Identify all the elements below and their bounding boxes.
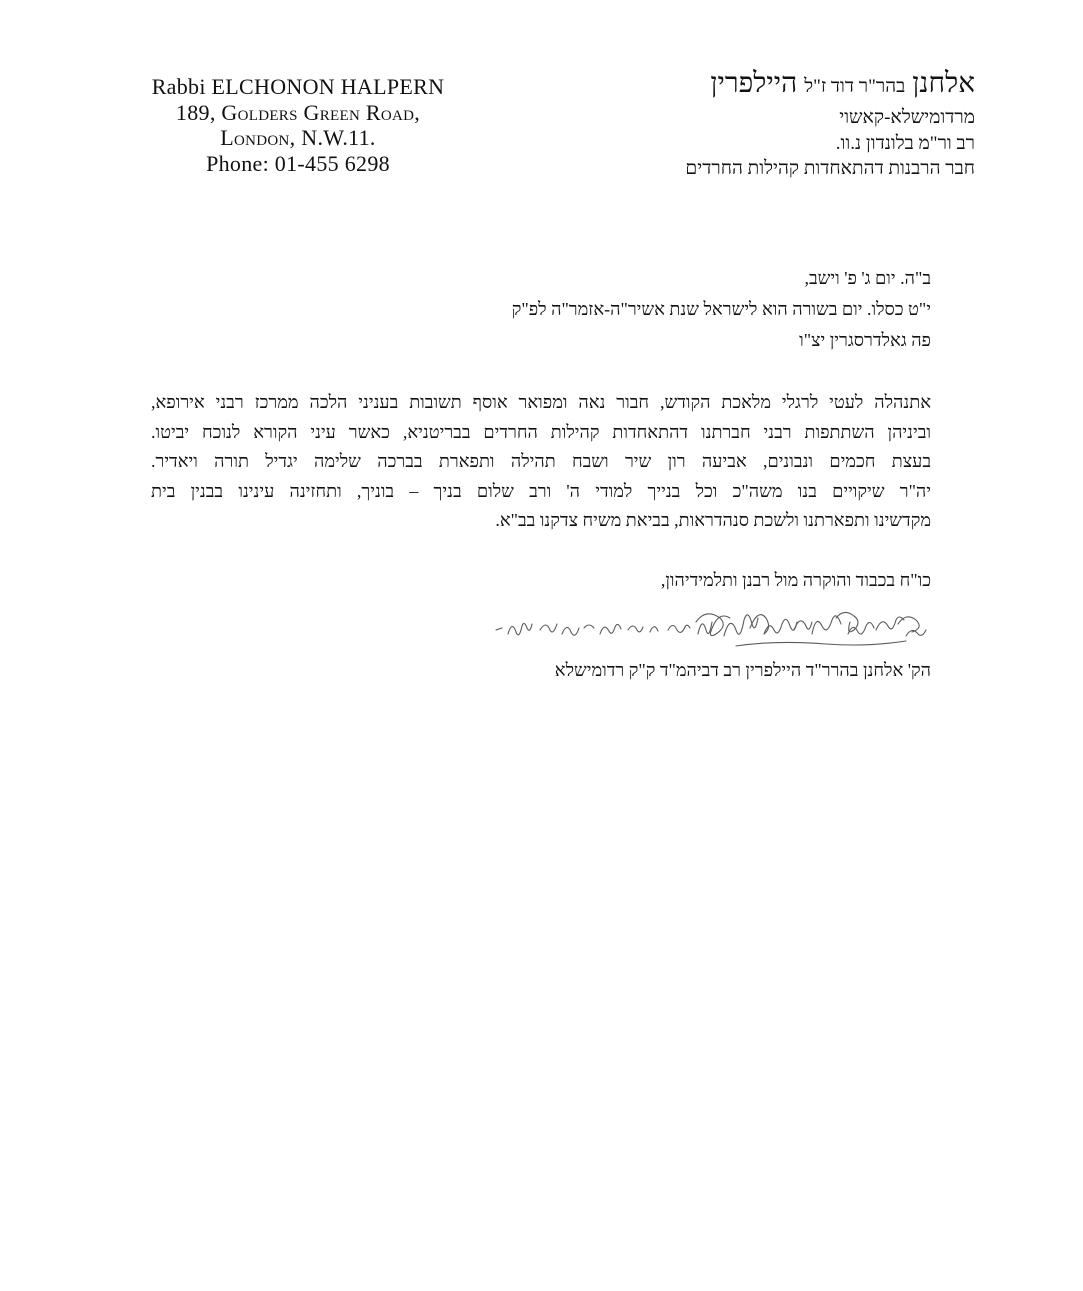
english-address-city: London, N.W.11. — [220, 125, 376, 150]
hebrew-origin-line: מרדומישלא-קאשוי — [839, 107, 975, 128]
handwritten-signature — [488, 600, 938, 652]
letter-place-line: פה גאלדרסגרין יצ"ו — [799, 330, 931, 350]
letter-body-line: וביניהן השתתפות רבני חברתנו דהתאחדות קהילות החרדים בבריטניא, כאשר עיני הקורא לנוכח יביטו. — [151, 421, 931, 442]
hebrew-patronymic: בהר"ר דוד ז"ל — [804, 76, 906, 97]
letter-closing: כו"ח בכבוד והוקרה מול רבנן ותלמידיהון, — [660, 570, 931, 590]
hebrew-letterhead — [685, 66, 975, 182]
english-rabbi-name: Rabbi ELCHONON HALPERN — [151, 74, 445, 99]
english-address-street: 189, Golders Green Road, — [175, 99, 421, 125]
hebrew-membership-line: חבר הרבנות דהתאחדות קהילות החרדים — [685, 158, 975, 179]
letter-hebrew-date-line: י"ט כסלו. יום בשורה הוא לישראל שנת אשיר"ה-אזמר"ה לפ"ק — [511, 299, 931, 319]
letter-body-line: אתנהלה לעטי לרגלי מלאכת הקודש, חבור נאה ומפואר אוסף תשובות בעניני הלכה ממרכז רבני אירופא, — [151, 392, 931, 412]
hebrew-title-line: רב ור"מ בלונדון נ.וו. — [835, 132, 975, 154]
hebrew-first-name: אלחנן — [912, 68, 975, 99]
letter-signature-line: הק' אלחנן בהרר"ד היילפרין רב דביהמ"ד ק"ק רדומישלא — [554, 660, 931, 680]
letter-body-line: בעצת חכמים ונבונים, אביעה רון שיר ושבח תהילה ותפארת בברכה שלימה יגדיל תורה ויאדיר. — [151, 451, 931, 471]
letter-body-line: יה"ר שיקויים בנו משה"כ וכל בנייך למודי ה' ורב שלום בניך – בוניך, ותחזינה עינינו בבנין בית — [151, 480, 931, 501]
hebrew-rabbi-name — [685, 66, 975, 105]
letter-date-line: ב"ה. יום ג' פ' וישב, — [804, 268, 931, 288]
letter-body-line: מקדשינו ותפארתנו ולשכת סנהדראות, בביאת משיח צדקנו בב"א. — [495, 510, 931, 530]
english-letterhead — [112, 74, 484, 176]
letter-body — [151, 388, 931, 536]
english-phone: Phone: 01-455 6298 — [206, 150, 390, 176]
hebrew-surname: היילפרין — [710, 68, 798, 99]
